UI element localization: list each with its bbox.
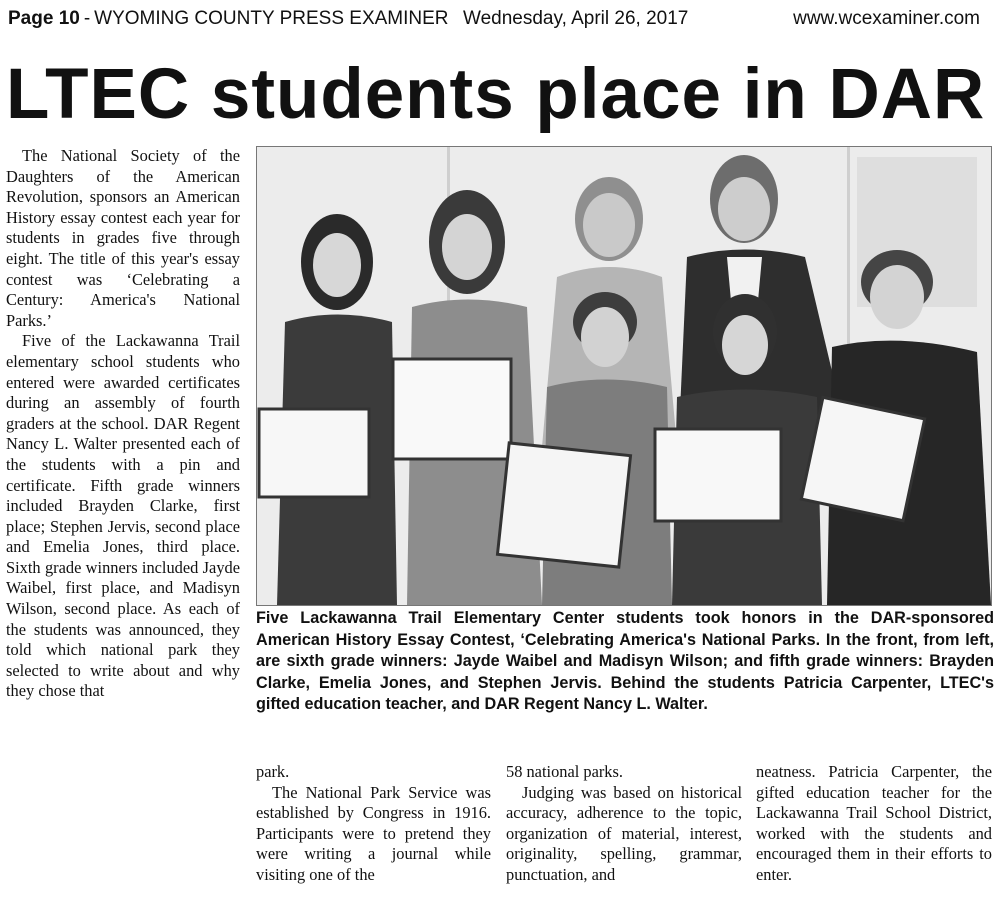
header-separator: - (83, 8, 91, 29)
article-column-2 (256, 762, 491, 886)
article-column-3 (506, 762, 742, 886)
group-photo-illustration (257, 147, 991, 605)
article-paragraph: The National Park Service was established by Congress in 1916. Participants were to pretend they were writing a journal while visiting one of the (256, 782, 491, 884)
article-column-left (6, 146, 240, 702)
article-paragraph: 58 national parks. (506, 762, 623, 781)
article-paragraph: Five of the Lackawanna Trail elementary school students who entered were awarded certificates during an assembly of fourth graders at the school. DAR Regent Nancy L. Walter presented each of the students with a pin and certificate. Fifth grade winners included Brayden Clarke, first place; Stephen Jervis, second place and Emelia Jones, third place. Sixth grade winners included Jayde Waibel, first place, and Madisyn Wilson, second place. As each of the students was announced, they told which national park they selected to write about and why they chose that (6, 331, 240, 701)
article-headline: LTEC students place in DAR (6, 55, 986, 134)
article-paragraph: park. (256, 762, 290, 781)
page-info (8, 8, 449, 30)
article-paragraph: neatness. Patricia Carpenter, the gifted education teacher for the Lackawanna Trail School District, worked with the students and encouraged them in their efforts to enter. (756, 762, 992, 884)
photo-caption: Five Lackawanna Trail Elementary Center students took honors in the DAR-sponsored American History Essay Contest, ‘Celebrating America's National Parks. In the front, from left, are sixth grade winners: Jayde Waibel and Madisyn Wilson; and fifth grade winners: Brayden Clarke, Emelia Jones, and Stephen Jervis. Behind the students Patricia Carpenter, LTEC's gifted education teacher, and DAR Regent Nancy L. Walter. (256, 609, 994, 714)
issue-date: Wednesday, April 26, 2017 (463, 8, 689, 29)
page-number: Page 10 (8, 8, 80, 29)
article-paragraph: The National Society of the Daughters of the American Revolution, sponsors an American History essay contest each year for students in grades five through eight. The title of this year's essay contest was ‘Celebrating a Century: America's National Parks.’ (6, 146, 240, 330)
page-header (8, 8, 992, 38)
article-column-4 (756, 762, 992, 886)
article-paragraph: Judging was based on historical accuracy, adherence to the topic, organization of material, interest, originality, spelling, grammar, punctuation, and (506, 782, 742, 884)
newspaper-name: WYOMING COUNTY PRESS EXAMINER (94, 8, 449, 29)
website-url: www.wcexaminer.com (793, 8, 980, 29)
group-photo (256, 146, 992, 606)
